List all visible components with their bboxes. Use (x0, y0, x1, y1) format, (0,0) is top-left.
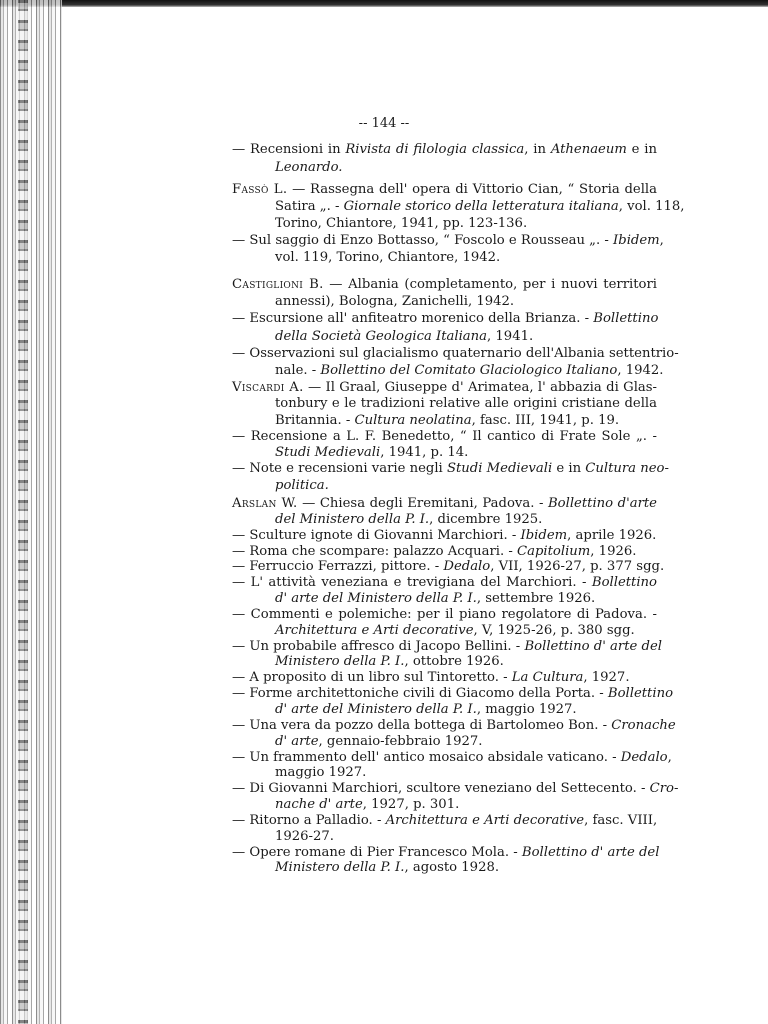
publication-title: Ibidem (520, 527, 568, 543)
text-line (232, 734, 657, 750)
citation-text: — Rassegna dell' opera di Vittorio Cian, “ Storia della (287, 182, 658, 197)
citation-text: , fasc. III, 1941, p. 19. (471, 412, 620, 428)
citation-text: , gennaio-febbraio 1927. (318, 733, 483, 749)
citation-text: , VII, 1926-27, p. 377 sgg. (490, 559, 665, 575)
publication-title: Ibidem (613, 233, 660, 248)
text-line (232, 717, 676, 734)
citation-text: , aprile 1926. (567, 527, 657, 543)
text-line (232, 215, 657, 232)
text-line (232, 445, 657, 461)
bibliography-entry-group (232, 276, 679, 379)
text-line (232, 749, 672, 766)
citation-text: — Opere romane di Pier Francesco Mola. - (232, 844, 522, 860)
text-line (232, 797, 657, 813)
citation-text: — L' attività veneziana e trevigiana del Marchiori. - (232, 575, 592, 591)
publication-title: Athenaeum (550, 142, 627, 157)
text-line (232, 844, 660, 861)
citation-text: , ottobre 1926. (404, 654, 504, 670)
citation-text: Torino, Chiantore, 1941, pp. 123-136. (275, 216, 528, 231)
citation-text: , 1942. (617, 363, 664, 379)
publication-title: Ministero della P. I. (275, 654, 405, 670)
publication-title: nache d' arte (275, 797, 363, 813)
publication-title: della Società Geologica Italiana (275, 328, 488, 344)
citation-text: maggio 1927. (275, 765, 367, 781)
scan-top-edge (0, 0, 768, 7)
bibliography-entry-group (232, 181, 685, 266)
citation-text: e in (626, 142, 657, 157)
citation-text: , 1927. (583, 670, 630, 686)
page-number: -- 144 -- (358, 116, 410, 131)
text-line (232, 429, 657, 445)
text-line (232, 575, 657, 591)
citation-text: , fasc. VIII, (584, 812, 658, 828)
citation-text: — Sculture ignote di Giovanni Marchiori. - (232, 527, 521, 543)
citation-text: — Albania (completamento, per i nuovi territori (323, 277, 657, 292)
bibliography-entry-group (232, 496, 679, 876)
bibliography-entry-group (232, 141, 657, 177)
publication-title: Cronache (611, 717, 676, 733)
text-line (232, 232, 664, 249)
publication-title: Dedalo (620, 749, 668, 765)
text-line (232, 249, 657, 266)
publication-title: Bollettino (607, 686, 674, 702)
text-line (232, 765, 657, 781)
text-line (232, 623, 657, 639)
citation-text: — Sul saggio di Enzo Bottasso, “ Foscolo e Rousseau „. - (232, 233, 614, 248)
publication-title: Bollettino d' arte del (521, 844, 660, 860)
citation-text: , settembre 1926. (476, 591, 596, 607)
citation-text: vol. 119, Torino, Chiantore, 1942. (275, 250, 501, 265)
citation-text: — Ferruccio Ferrazzi, pittore. - (232, 559, 444, 575)
text-line (232, 813, 657, 829)
text-line (232, 528, 657, 544)
publication-title: del Ministero della P. I. (275, 511, 430, 527)
citation-text: — Ritorno a Palladio. - (232, 812, 386, 828)
publication-title: Bollettino d'arte (547, 496, 657, 511)
publication-title: Studi Medievali (275, 445, 381, 461)
publication-title: Cultura neolatina (354, 412, 472, 428)
publication-title: d' arte del Ministero della P. I. (275, 701, 477, 717)
text-line (232, 141, 657, 159)
text-line (232, 159, 657, 177)
citation-text: , vol. 118, (618, 199, 685, 214)
text-line (232, 461, 669, 477)
scan-binding-shadow (18, 0, 28, 1024)
publication-title: Studi Medievali (446, 461, 553, 477)
citation-text: , (659, 233, 664, 248)
publication-title: Bollettino (593, 311, 659, 327)
citation-text: nale. - (275, 363, 321, 379)
text-line (232, 607, 657, 623)
text-line (232, 181, 657, 198)
citation-text: — Un probabile affresco di Jacopo Bellini. - (232, 638, 525, 654)
citation-text: — Un frammento dell' antico mosaico absidale vaticano. - (232, 749, 621, 765)
publication-title: d' arte (275, 733, 319, 749)
citation-text: — Il Graal, Giuseppe d' Arimatea, l' abbazia di Glas- (303, 380, 657, 395)
citation-text: — Recensioni in (232, 142, 346, 157)
citation-text: Britannia. - (275, 412, 355, 428)
author-name: Arslan W. (232, 496, 298, 511)
publication-title: Ministero della P. I. (275, 860, 405, 876)
text-line (232, 670, 657, 686)
publication-title: d' arte del Ministero della P. I. (275, 591, 477, 607)
author-name: Fassò L. (232, 182, 288, 197)
citation-text: — Forme architettoniche civili di Giacomo della Porta. - (232, 686, 608, 702)
publication-title: Giornale storico della letteratura italiana (343, 199, 619, 214)
text-line (232, 198, 685, 215)
citation-text: — Osservazioni sul glacialismo quaternario dell'Albania settentrio- (232, 345, 679, 361)
citation-text: — Una vera da pozzo della bottega di Bartolomeo Bon. - (232, 717, 612, 733)
text-line (232, 362, 664, 379)
scan-binding-edge (0, 0, 62, 1024)
text-line (232, 860, 657, 876)
publication-title: Capitolium (517, 543, 591, 559)
text-line (232, 380, 657, 396)
text-line (232, 829, 657, 845)
publication-title: Bollettino del Comitato Glaciologico Italiano (320, 363, 618, 379)
text-line (232, 328, 657, 345)
text-line (232, 702, 657, 718)
text-line (232, 310, 657, 327)
text-line (232, 478, 657, 494)
citation-text: , 1941, p. 14. (380, 445, 469, 461)
text-line (232, 591, 657, 607)
text-line (232, 686, 674, 702)
publication-title: Bollettino (591, 575, 657, 591)
citation-text: — Roma che scompare: palazzo Acquari. - (232, 543, 517, 559)
citation-text: — Recensione a L. F. Benedetto, “ Il cantico di Frate Sole „. - (232, 428, 657, 444)
text-line (232, 345, 679, 362)
citation-text: — A proposito di un libro sul Tintoretto. - (232, 670, 512, 686)
citation-text: — Note e recensioni varie negli (232, 461, 447, 477)
citation-text: , dicembre 1925. (429, 511, 543, 527)
citation-text: , 1926. (590, 543, 637, 559)
text-line (232, 781, 679, 797)
text-line (232, 496, 657, 512)
citation-text: — Escursione all' anfiteatro morenico della Brianza. - (232, 311, 594, 327)
text-line (232, 654, 657, 670)
text-line (232, 396, 657, 412)
publication-title: La Cultura (511, 670, 584, 686)
citation-text: , 1941. (487, 328, 534, 344)
publication-title: Cro- (649, 781, 679, 797)
text-line (232, 544, 657, 560)
citation-text: , maggio 1927. (476, 701, 577, 717)
publication-title: Cultura neo- (585, 461, 669, 477)
text-line (232, 413, 657, 429)
bibliography-entry-group (232, 380, 669, 494)
author-name: Castiglioni B. (232, 277, 324, 292)
citation-text: Satira „. - (275, 199, 344, 214)
citation-text: annessi), Bologna, Zanichelli, 1942. (275, 294, 515, 310)
citation-text: 1926-27. (275, 828, 334, 844)
text-line (232, 512, 657, 528)
text-line (232, 276, 657, 293)
citation-text: , (667, 749, 672, 765)
publication-title: Architettura e Arti decorative (275, 622, 474, 638)
text-line (232, 638, 662, 655)
publication-title: Architettura e Arti decorative (385, 812, 585, 828)
publication-title: Bollettino d' arte del (524, 638, 662, 654)
publication-title: Leonardo. (275, 160, 343, 175)
publication-title: Rivista di filologia classica (345, 142, 525, 157)
citation-text: tonbury e le tradizioni relative alle origini cristiane della (275, 396, 657, 412)
citation-text: , agosto 1928. (404, 860, 500, 876)
citation-text: , in (524, 142, 551, 157)
citation-text: , 1927, p. 301. (362, 797, 460, 813)
publication-title: politica. (275, 477, 329, 493)
author-name: Viscardi A. (232, 380, 304, 395)
publication-title: Dedalo (443, 559, 491, 575)
text-line (232, 559, 665, 575)
citation-text: — Chiesa degli Eremitani, Padova. - (297, 496, 548, 511)
text-line (232, 293, 657, 310)
citation-text: , V, 1925-26, p. 380 sgg. (473, 622, 635, 638)
citation-text: — Commenti e polemiche: per il piano regolatore di Padova. - (232, 606, 657, 622)
citation-text: e in (552, 461, 586, 477)
citation-text: — Di Giovanni Marchiori, scultore veneziano del Settecento. - (232, 781, 650, 797)
